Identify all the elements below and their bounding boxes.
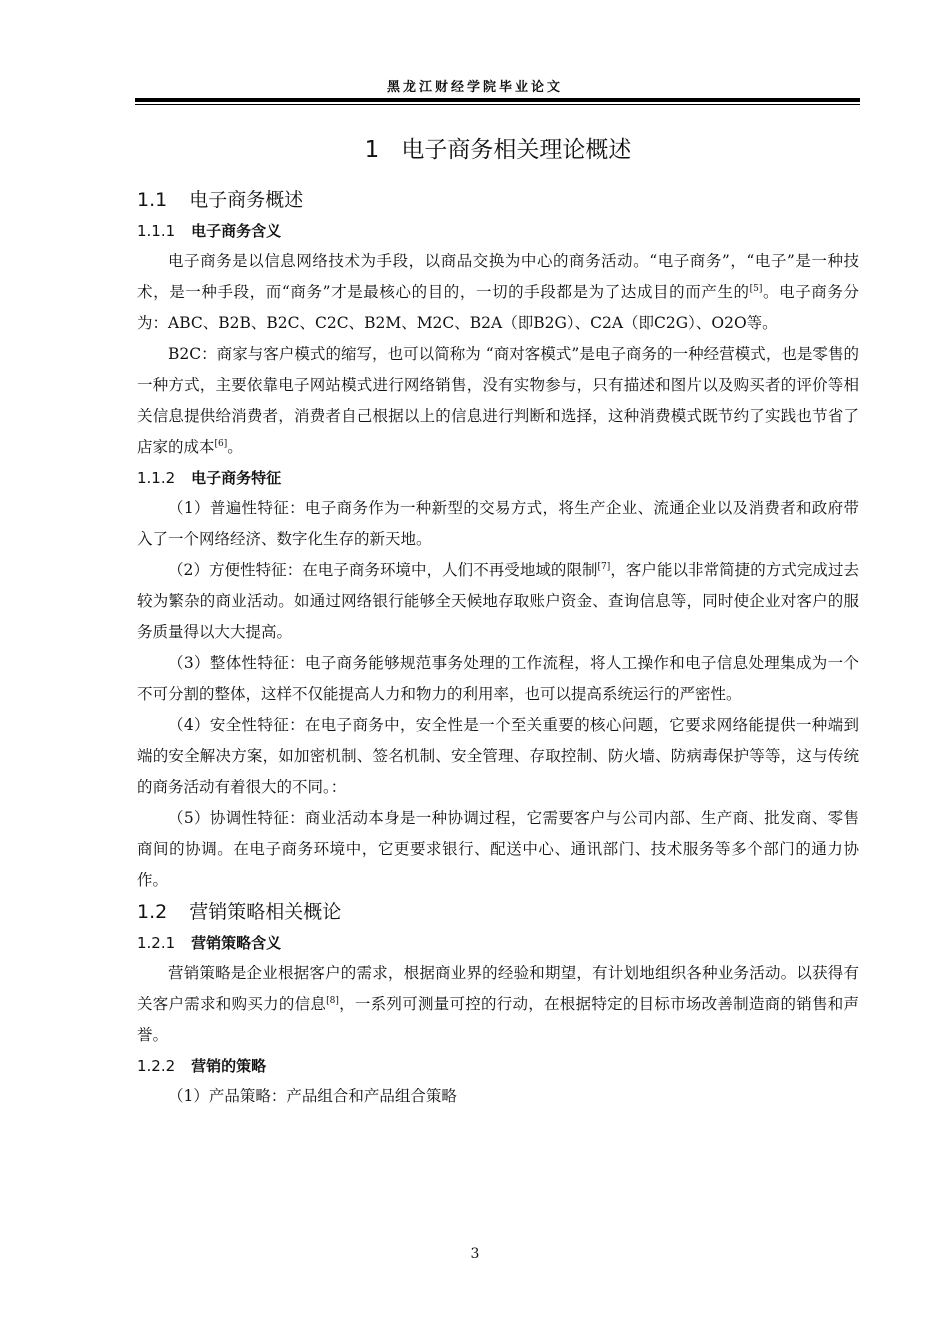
paragraph-text: 。电子商务分为：ABC、B2B、B2C、C2C、B2M、M2C、B2A（即B2G）、C2A（即C2G）、O2O等。 (137, 283, 859, 332)
subsection-title: 营销的策略 (191, 1057, 267, 1075)
subsection-title: 电子商务特征 (191, 469, 282, 487)
page-number: 3 (470, 1246, 480, 1262)
subsection-number: 1.2.1 (137, 934, 176, 952)
paragraph-text: 。 (227, 438, 243, 456)
chapter-heading (137, 132, 859, 168)
paragraph-integrity: （3）整体性特征：电子商务能够规范事务处理的工作流程，将人工操作和电子信息处理集成为一个不可分割的整体，这样不仅能提高人力和物力的利用率，也可以提高系统运行的严密性。 (137, 654, 859, 703)
paragraph-text: ，客户能以非常简捷的方式完成过去较为繁杂的商业活动。如通过网络银行能够全天候地存取账户资金、查询信息等，同时使企业对客户的服务质量得以大大提高。 (137, 561, 859, 641)
citation: [5] (749, 283, 763, 294)
paragraph-ecommerce-definition (137, 246, 859, 339)
subsection-title: 电子商务含义 (191, 222, 282, 240)
paragraph-product-strategy: （1）产品策略：产品组合和产品组合策略 (168, 1087, 457, 1105)
subsection-title: 营销策略含义 (191, 934, 282, 952)
chapter-number: 1 (364, 137, 380, 163)
subsection-heading-1-2-1 (137, 928, 859, 958)
paragraph-marketing-definition (137, 958, 859, 1051)
header-rule-thin (135, 104, 860, 105)
section-title: 营销策略相关概论 (189, 901, 342, 923)
subsection-heading-1-2-2 (137, 1051, 859, 1081)
paragraph-text: B2C：商家与客户模式的缩写，也可以简称为 “商对客模式”是电子商务的一种经营模式，也是零售的一种方式，主要依靠电子网站模式进行网络销售，没有实物参与，只有描述和图片以及购买者的评价等相关信息提供给消费者，消费者自己根据以上的信息进行判断和选择，这种消费模式既节约了实践也节省了店家的成本 (137, 345, 859, 456)
paragraph-coordination: （5）协调性特征：商业活动本身是一种协调过程，它需要客户与公司内部、生产商、批发商、零售商间的协调。在电子商务环境中，它更要求银行、配送中心、通讯部门、技术服务等多个部门的通力协作。 (137, 809, 859, 889)
section-number: 1.1 (137, 189, 168, 211)
subsection-number: 1.1.2 (137, 469, 176, 487)
paragraph-b2c (137, 339, 859, 463)
paragraph-security: （4）安全性特征：在电子商务中，安全性是一个至关重要的核心问题，它要求网络能提供一种端到端的安全解决方案，如加密机制、签名机制、安全管理、存取控制、防火墙、防病毒保护等等，这与传统的商务活动有着很大的不同。： (137, 716, 859, 796)
subsection-heading-1-1-1 (137, 216, 859, 246)
paragraph-text: 电子商务是以信息网络技术为手段，以商品交换为中心的商务活动。“电子商务”，“电子”是一种技术，是一种手段，而“商务”才是最核心的目的，一切的手段都是为了达成目的而产生的 (137, 252, 859, 301)
section-title: 电子商务概述 (189, 189, 304, 211)
paragraph-convenience (137, 555, 859, 648)
paragraph-text: 营销策略是企业根据客户的需求，根据商业界的经验和期望，有计划地组织各种业务活动。以获得有关客户需求和购买力的信息 (137, 964, 859, 1013)
page-body (137, 132, 859, 1112)
running-header: 黑龙江财经学院毕业论文 (386, 80, 563, 95)
paragraph-text: ，一系列可测量可控的行动，在根据特定的目标市场改善制造商的销售和声誉。 (137, 995, 859, 1044)
paragraph-universality: （1）普遍性特征：电子商务作为一种新型的交易方式，将生产企业、流通企业以及消费者和政府带入了一个网络经济、数字化生存的新天地。 (137, 499, 859, 548)
citation: [8] (326, 995, 339, 1006)
section-heading-1-2 (137, 896, 859, 928)
citation: [7] (597, 561, 611, 572)
header-rule-thick (135, 98, 860, 102)
section-number: 1.2 (137, 901, 168, 923)
citation: [6] (214, 438, 228, 449)
paragraph-text: （2）方便性特征：在电子商务环境中，人们不再受地域的限制 (168, 561, 598, 579)
subsection-number: 1.1.1 (137, 222, 176, 240)
section-heading-1-1 (137, 184, 859, 216)
subsection-number: 1.2.2 (137, 1057, 176, 1075)
subsection-heading-1-1-2 (137, 463, 859, 493)
chapter-title: 电子商务相关理论概述 (401, 137, 632, 163)
